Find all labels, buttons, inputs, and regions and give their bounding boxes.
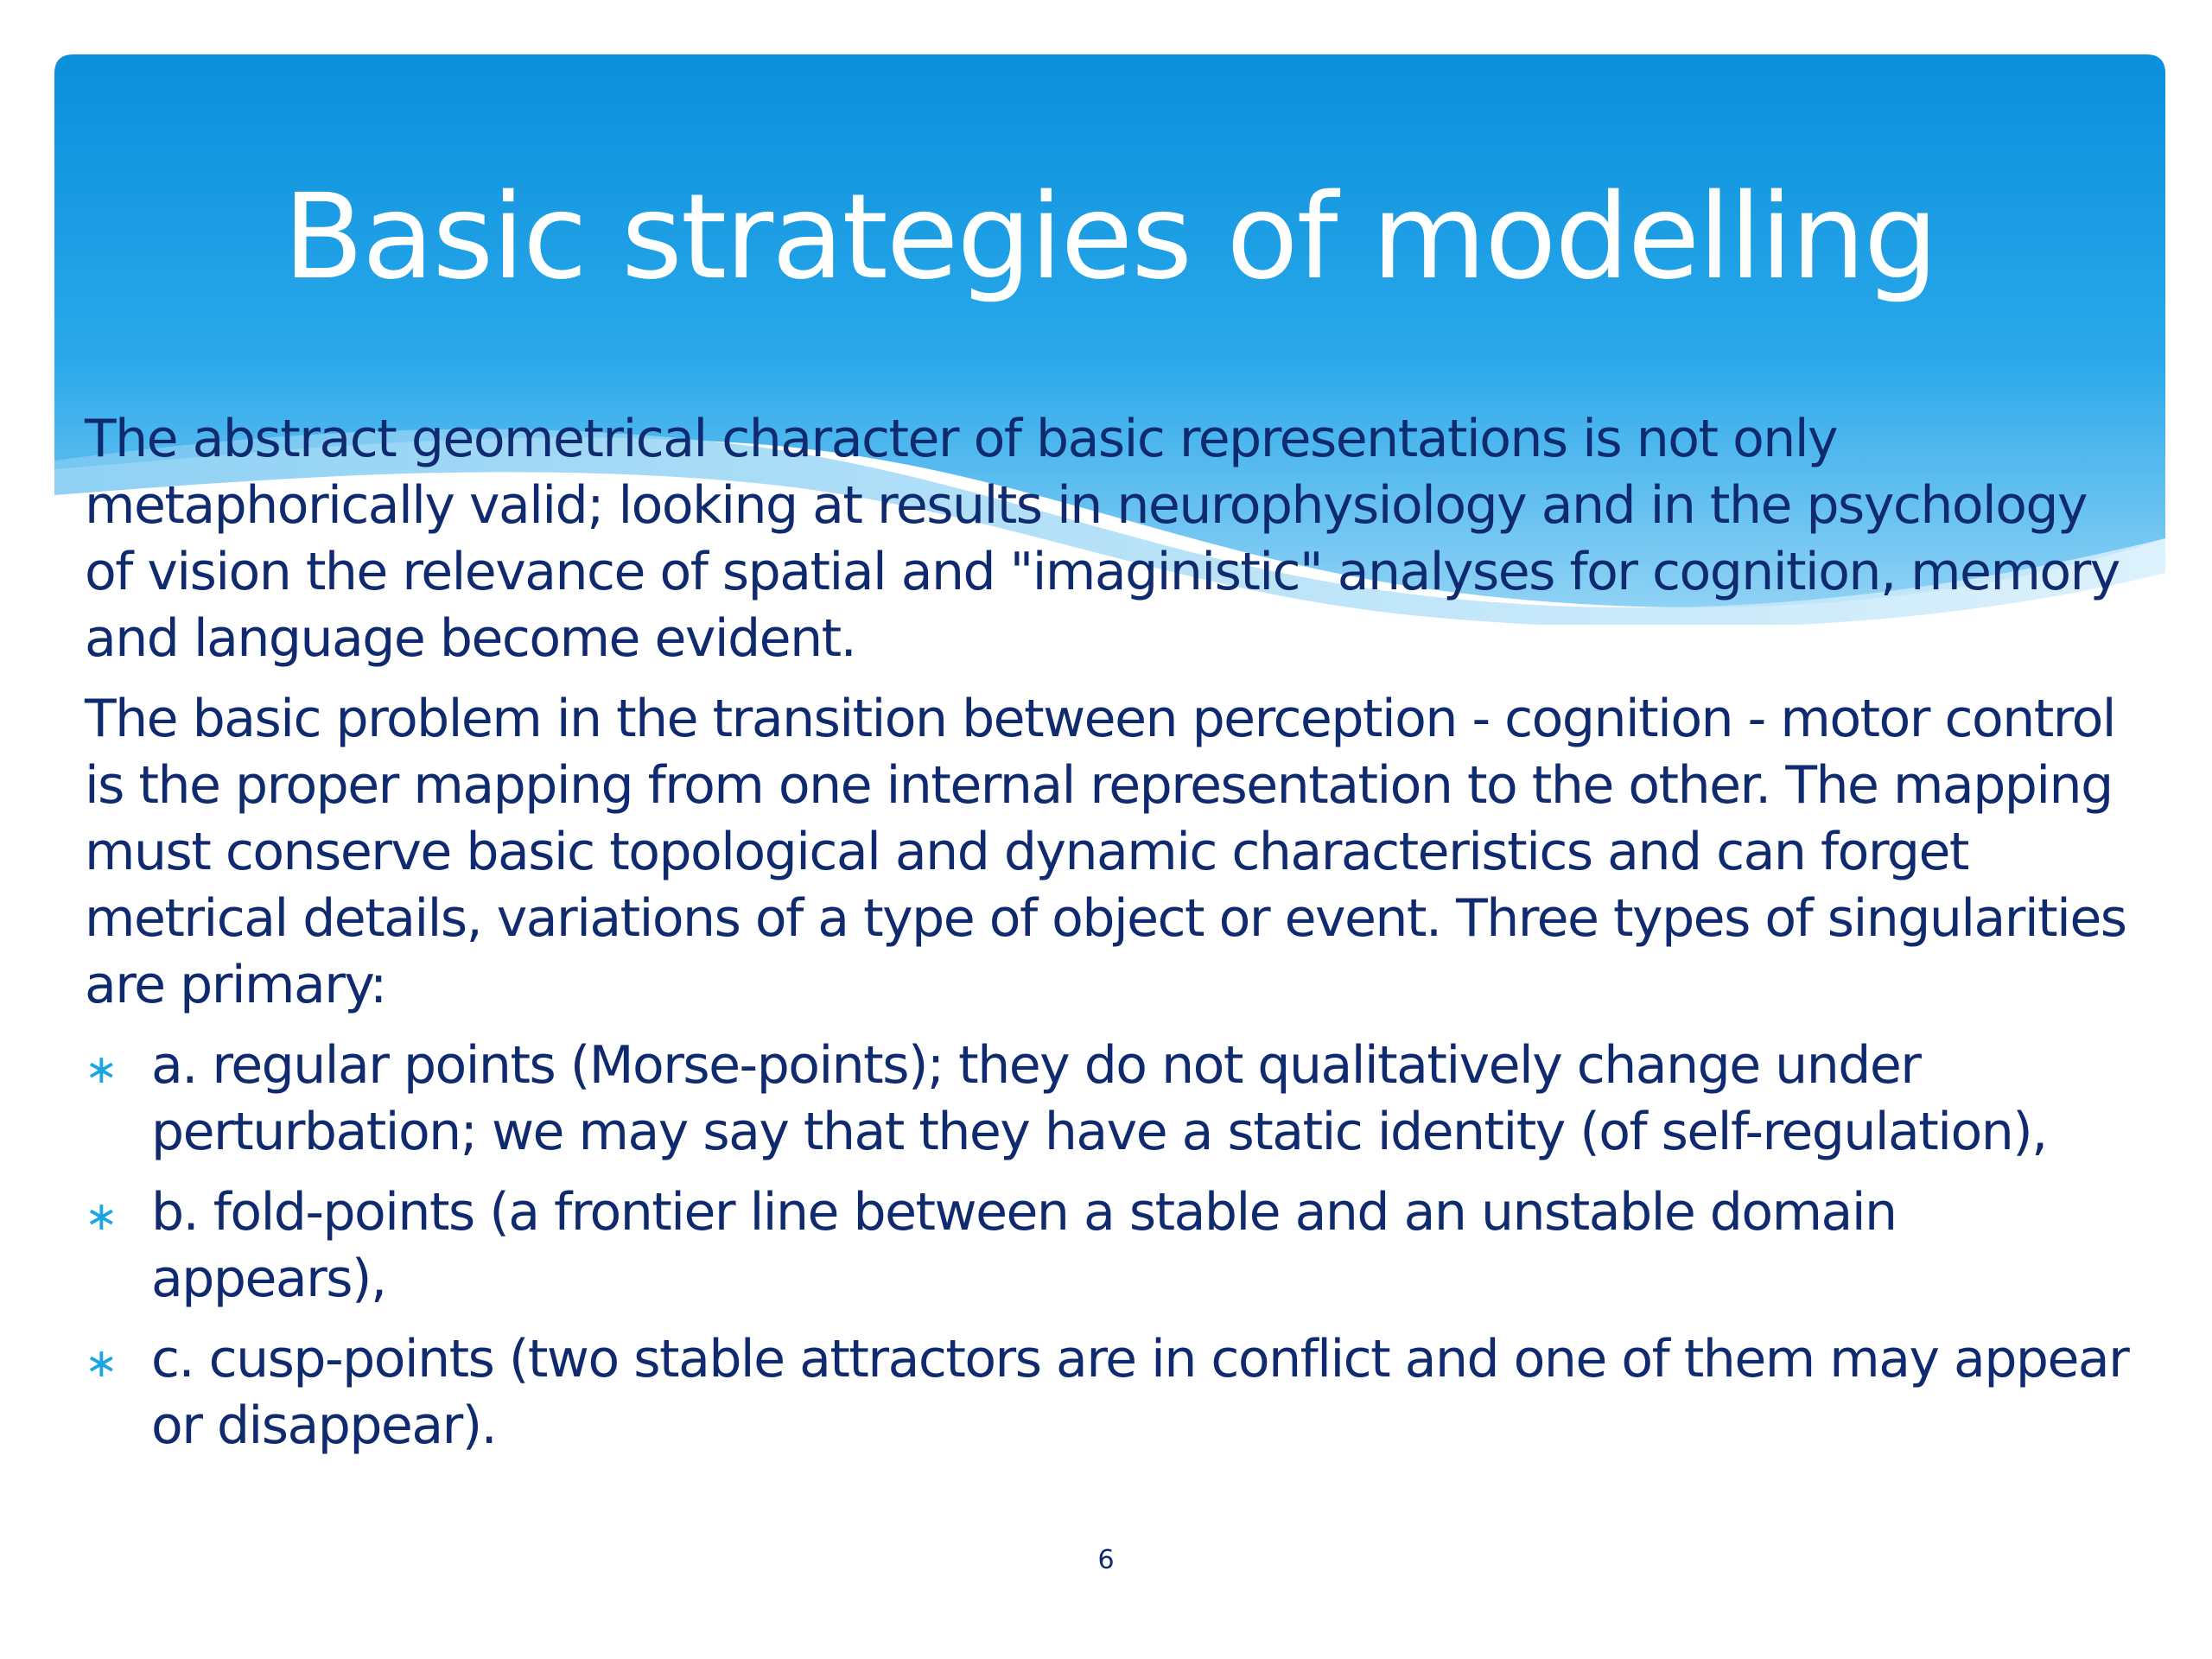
slide-title: Basic strategies of modelling xyxy=(283,169,1937,306)
asterisk-bullet-icon: ∗ xyxy=(85,1046,118,1092)
asterisk-bullet-icon: ∗ xyxy=(85,1339,118,1386)
list-item-text: c. cusp-points (two stable attractors are in conflict and one of them may appear or disappear). xyxy=(151,1329,2129,1456)
asterisk-bullet-icon: ∗ xyxy=(85,1192,118,1239)
list-item-text: a. regular points (Morse-points); they do not qualitatively change under perturbation; we may say that they have a static identity (of self-regulation), xyxy=(151,1035,2047,1162)
list-item xyxy=(85,1326,2133,1459)
list-item-text: b. fold-points (a frontier line between a stable and an unstable domain appears), xyxy=(151,1182,1897,1309)
singularity-list xyxy=(85,1033,2133,1459)
page-number: 6 xyxy=(1097,1545,1115,1575)
slide-body xyxy=(85,406,2133,1473)
body-paragraph-1: The abstract geometrical character of basic representations is not only metaphorically valid; looking at results in neurophysiology and in the psychology of vision the relevance of spatial and "imaginistic" analyses for cognition, memory and language become evident. xyxy=(85,409,2120,669)
list-item xyxy=(85,1033,2133,1166)
body-paragraph-2: The basic problem in the transition between perception - cognition - motor control is the proper mapping from one internal representation to the other. The mapping must conserve basic topological and dynamic characteristics and can forget metrical details, variations of a type of object or event. Three types of singularities are primary: xyxy=(85,689,2126,1015)
list-item xyxy=(85,1179,2133,1313)
